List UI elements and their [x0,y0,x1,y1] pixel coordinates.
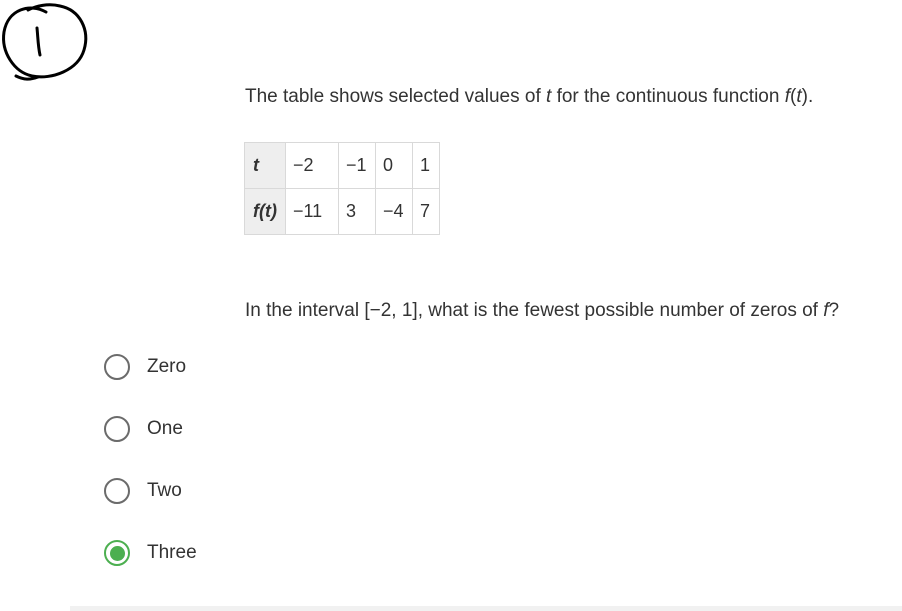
choice-one[interactable] [104,416,183,442]
problem-prompt [245,86,813,108]
table-cell: −2 [285,143,338,189]
radio-unselected-icon[interactable] [104,478,130,504]
choice-label[interactable]: One [147,418,183,439]
table-cell: −4 [375,189,412,235]
prompt-paren-open: ( [790,86,797,107]
table-cell: 0 [375,143,412,189]
values-table [244,142,440,235]
choice-label[interactable]: Zero [147,356,187,377]
table-cell: 7 [412,189,439,235]
table-header-t: t [245,143,286,189]
radio-unselected-icon[interactable] [104,416,130,442]
table-cell: −11 [285,189,338,235]
question-text [245,300,839,322]
radio-unselected-icon[interactable] [104,354,130,380]
table-cell: −1 [338,143,375,189]
table-row-ft [245,189,440,235]
prompt-function-f: f [784,86,791,107]
choice-two[interactable] [104,478,182,504]
table-header-ft: f(t) [245,189,286,235]
radio-dot [110,546,125,561]
prompt-paren-close: ). [801,86,814,107]
prompt-text-start: The table shows selected values of [245,86,547,107]
choice-label[interactable]: Two [147,480,182,501]
choice-label[interactable]: Three [147,542,197,563]
table-row-t [245,143,440,189]
choice-zero[interactable] [104,354,186,380]
question-function-f: f [823,300,829,321]
radio-selected-icon[interactable] [104,540,130,566]
handwritten-circled-one-icon [0,0,100,90]
prompt-function-arg: t [796,86,802,107]
question-mark: ? [828,300,840,321]
table-cell: 3 [338,189,375,235]
bottom-divider [70,606,902,611]
prompt-variable-t: t [546,86,552,107]
choice-three[interactable] [104,540,197,566]
table-cell: 1 [412,143,439,189]
question-text-start: In the interval [−2, 1], what is the fewest possible number of zeros of [245,300,824,321]
prompt-text-middle: for the continuous function [551,86,785,107]
